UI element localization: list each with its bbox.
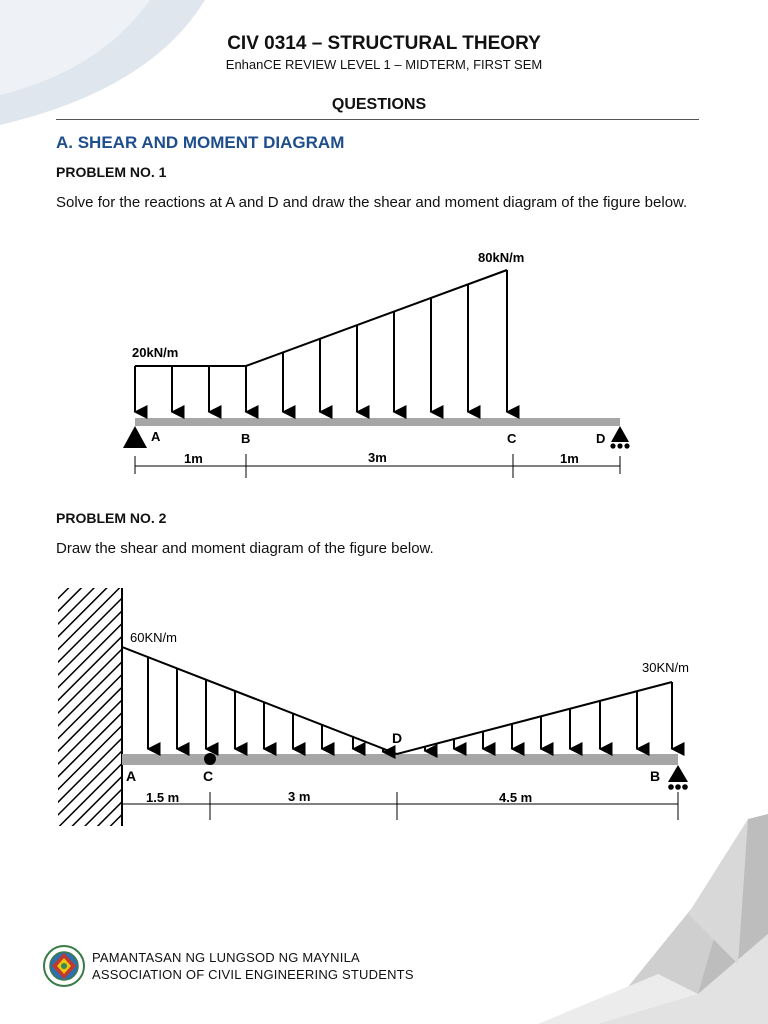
hinge-icon [204, 753, 216, 765]
dim-label-cd: 3 m [288, 789, 311, 804]
problem-1-label: PROBLEM NO. 1 [56, 164, 167, 180]
document-subtitle: EnhanCE REVIEW LEVEL 1 – MIDTERM, FIRST SEM [225, 57, 543, 72]
dim-label-ac: 1.5 m [146, 790, 180, 805]
point-label-a: A [126, 768, 137, 784]
point-label-b: B [241, 431, 251, 446]
problem-2-text: Draw the shear and moment diagram of the figure below. [56, 540, 434, 557]
fixed-wall [58, 588, 122, 826]
load-label-right: 80kN/m [478, 250, 525, 265]
dim-label-ab: 1m [184, 451, 203, 466]
point-label-d: D [596, 431, 606, 446]
document-title: CIV 0314 – STRUCTURAL THEORY [227, 33, 541, 54]
point-label-d: D [392, 730, 403, 746]
problem-2-figure [50, 580, 710, 830]
point-label-b: B [650, 768, 661, 784]
load-label-left: 20kN/m [132, 345, 179, 360]
problem-1-figure [100, 240, 660, 485]
questions-heading: QUESTIONS [331, 96, 427, 113]
dim-label-bc: 3m [368, 450, 387, 465]
problem-2-label: PROBLEM NO. 2 [56, 510, 167, 526]
footer-university: PAMANTASAN NG LUNGSOD NG MAYNILA [92, 950, 360, 965]
point-label-a: A [151, 429, 161, 444]
roller-support-icon [668, 765, 688, 790]
footer-association: ASSOCIATION OF CIVIL ENGINEERING STUDENTS [92, 967, 414, 982]
problem-1-text: Solve for the reactions at A and D and draw the shear and moment diagram of the figure below. [56, 194, 688, 211]
dim-label-db: 4.5 m [499, 790, 533, 805]
load-label-left: 60KN/m [130, 630, 177, 645]
beam [135, 418, 620, 426]
point-label-c: C [203, 768, 214, 784]
dim-label-cd: 1m [560, 451, 579, 466]
point-label-c: C [507, 431, 517, 446]
dimension-line [122, 792, 678, 820]
section-heading: A. SHEAR AND MOMENT DIAGRAM [56, 133, 345, 152]
roller-support-icon [610, 426, 629, 449]
corner-decoration-bottom-right [538, 814, 768, 1024]
load-label-right: 30KN/m [642, 660, 689, 675]
pin-support-icon [123, 426, 147, 448]
load-arrows [148, 657, 672, 752]
organization-logo [43, 945, 85, 987]
header-divider [56, 119, 699, 120]
